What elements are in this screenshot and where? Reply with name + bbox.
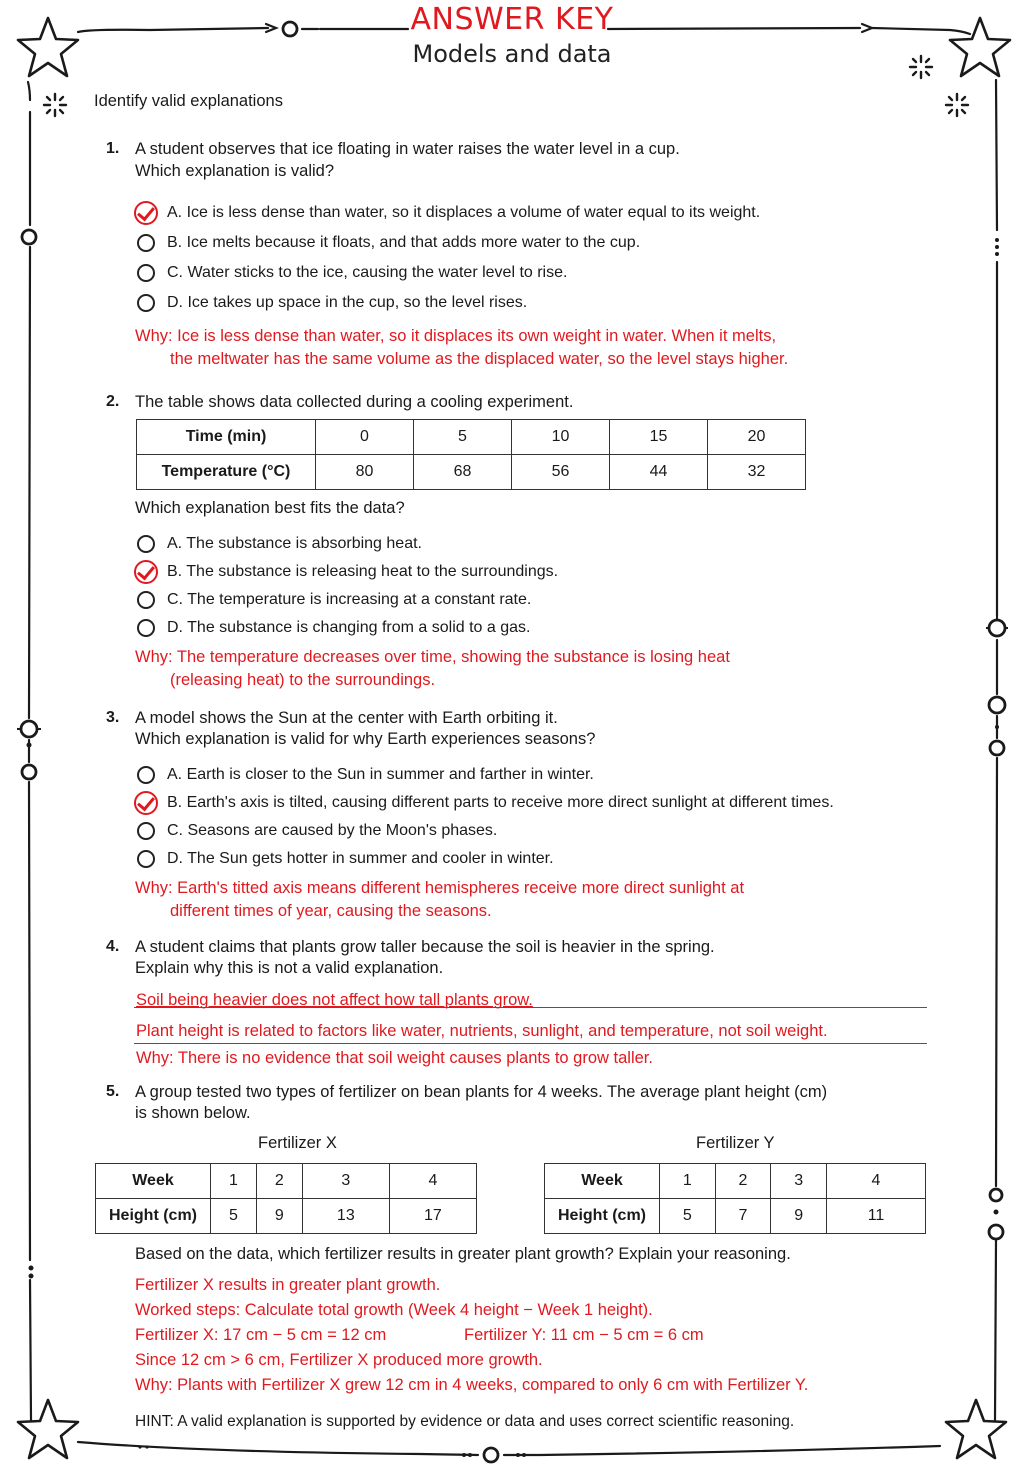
table-row: [137, 420, 806, 455]
table-header-cell: Height (cm): [96, 1199, 211, 1234]
question-text: A student claims that plants grow taller because the soil is heavier in the spring.: [135, 938, 715, 956]
written-answer: Plant height is related to factors like water, nutrients, sunlight, and temperature, not soil weight.: [136, 1022, 828, 1040]
question-text: A model shows the Sun at the center with Earth orbiting it.: [135, 709, 558, 727]
star-icon: [12, 1394, 84, 1466]
table-caption: Fertilizer X: [258, 1134, 337, 1152]
option-label: C. Water sticks to the ice, causing the water level to rise.: [167, 264, 568, 281]
table-cell: 1: [211, 1164, 257, 1199]
option-label: D. The substance is changing from a solid to a gas.: [167, 619, 531, 636]
table-cell: 17: [389, 1199, 476, 1234]
question-text: Explain why this is not a valid explanation.: [135, 959, 444, 977]
page-title: ANSWER KEY: [410, 2, 614, 37]
table-cell: 80: [316, 455, 414, 490]
answer-line: [134, 1043, 927, 1044]
table-header-cell: Height (cm): [545, 1199, 660, 1234]
answer-option[interactable]: [137, 587, 531, 613]
radio-icon[interactable]: [137, 850, 155, 868]
radio-icon[interactable]: [137, 766, 155, 784]
option-label: D. Ice takes up space in the cup, so the level rises.: [167, 294, 528, 311]
table-cell: 44: [610, 455, 708, 490]
fertilizer-y-table: [544, 1163, 926, 1234]
question-number: 3.: [106, 709, 120, 726]
question-text: Which explanation is valid?: [135, 162, 335, 180]
table-row: [545, 1164, 926, 1199]
written-answer: Fertilizer X: 17 cm − 5 cm = 12 cm: [135, 1326, 387, 1344]
instructions: Identify valid explanations: [94, 92, 283, 110]
table-cell: 5: [660, 1199, 716, 1234]
sparkle-icon: [944, 92, 970, 118]
answer-option[interactable]: [137, 260, 567, 286]
option-label: B. Earth's axis is tilted, causing different parts to receive more direct sunlight at different times.: [167, 794, 834, 811]
written-answer: Since 12 cm > 6 cm, Fertilizer X produced more growth.: [135, 1351, 543, 1369]
written-answer: Why: Plants with Fertilizer X grew 12 cm in 4 weeks, compared to only 6 cm with Fertilizer Y.: [135, 1376, 809, 1394]
table-cell: 5: [414, 420, 512, 455]
option-label: A. Earth is closer to the Sun in summer and farther in winter.: [167, 766, 594, 783]
option-label: B. Ice melts because it floats, and that adds more water to the cup.: [167, 234, 641, 251]
explanation: the meltwater has the same volume as the displaced water, so the level stays higher.: [170, 350, 789, 368]
explanation: Why: Ice is less dense than water, so it displaces its own weight in water. When it melts,: [135, 327, 777, 345]
table-caption: Fertilizer Y: [696, 1134, 775, 1152]
answer-option[interactable]: [137, 531, 422, 557]
hint: HINT: A valid explanation is supported by evidence or data and uses correct scientific reasoning.: [135, 1413, 795, 1430]
answer-option[interactable]: [137, 762, 594, 788]
question-text: Based on the data, which fertilizer results in greater plant growth? Explain your reasoning.: [135, 1245, 791, 1263]
table-cell: 3: [302, 1164, 389, 1199]
radio-icon[interactable]: [137, 535, 155, 553]
table-cell: 56: [512, 455, 610, 490]
answer-option[interactable]: [137, 559, 558, 585]
answer-option[interactable]: [137, 846, 554, 872]
table-row: [545, 1199, 926, 1234]
table-cell: 20: [708, 420, 806, 455]
fertilizer-x-table: [95, 1163, 477, 1234]
table-cell: 9: [256, 1199, 302, 1234]
sparkle-icon: [42, 92, 68, 118]
question-number: 5.: [106, 1083, 120, 1100]
answer-option[interactable]: [137, 230, 640, 256]
radio-icon[interactable]: [137, 264, 155, 282]
page-subtitle: Models and data: [412, 40, 612, 68]
radio-icon[interactable]: [137, 619, 155, 637]
table-header-cell: Time (min): [137, 420, 316, 455]
table-cell: 0: [316, 420, 414, 455]
question-text: is shown below.: [135, 1104, 251, 1122]
question-text: Which explanation is valid for why Earth experiences seasons?: [135, 730, 596, 748]
checked-radio-icon[interactable]: [134, 201, 158, 225]
answer-option[interactable]: [137, 615, 530, 641]
question-number: 1.: [106, 140, 120, 157]
radio-icon[interactable]: [137, 822, 155, 840]
radio-icon[interactable]: [137, 234, 155, 252]
written-answer: Why: There is no evidence that soil weight causes plants to grow taller.: [136, 1049, 653, 1067]
table-header-cell: Week: [545, 1164, 660, 1199]
table-header-cell: Week: [96, 1164, 211, 1199]
option-label: B. The substance is releasing heat to the surroundings.: [167, 563, 559, 580]
table-cell: 13: [302, 1199, 389, 1234]
table-header-cell: Temperature (°C): [137, 455, 316, 490]
table-cell: 4: [827, 1164, 926, 1199]
option-label: D. The Sun gets hotter in summer and cooler in winter.: [167, 850, 554, 867]
option-label: A. Ice is less dense than water, so it displaces a volume of water equal to its weight.: [167, 204, 761, 221]
table-row: [96, 1199, 477, 1234]
question-text: Which explanation best fits the data?: [135, 499, 405, 517]
checked-radio-icon[interactable]: [134, 791, 158, 815]
question-text: A student observes that ice floating in water raises the water level in a cup.: [135, 140, 680, 158]
table-cell: 9: [771, 1199, 827, 1234]
table-cell: 3: [771, 1164, 827, 1199]
option-label: A. The substance is absorbing heat.: [167, 535, 422, 552]
table-cell: 10: [512, 420, 610, 455]
answer-option[interactable]: [137, 790, 834, 816]
table-cell: 32: [708, 455, 806, 490]
radio-icon[interactable]: [137, 591, 155, 609]
table-cell: 68: [414, 455, 512, 490]
explanation: Why: The temperature decreases over time, showing the substance is losing heat: [135, 648, 730, 666]
written-answer: Worked steps: Calculate total growth (Week 4 height − Week 1 height).: [135, 1301, 653, 1319]
table-cell: 2: [256, 1164, 302, 1199]
question-text: The table shows data collected during a cooling experiment.: [135, 393, 574, 411]
answer-option[interactable]: [137, 290, 527, 316]
option-label: C. The temperature is increasing at a constant rate.: [167, 591, 532, 608]
table-cell: 4: [389, 1164, 476, 1199]
table-cell: 1: [660, 1164, 716, 1199]
data-table: [136, 419, 806, 490]
option-label: C. Seasons are caused by the Moon's phases.: [167, 822, 498, 839]
question-number: 4.: [106, 938, 120, 955]
star-icon: [940, 1394, 1012, 1466]
answer-option[interactable]: [137, 818, 497, 844]
explanation: (releasing heat) to the surroundings.: [170, 671, 436, 689]
question-text: A group tested two types of fertilizer on bean plants for 4 weeks. The average plant height (cm): [135, 1083, 828, 1101]
written-answer: Fertilizer Y: 11 cm − 5 cm = 6 cm: [464, 1326, 704, 1344]
explanation: different times of year, causing the seasons.: [170, 902, 492, 920]
table-cell: 2: [715, 1164, 771, 1199]
table-cell: 15: [610, 420, 708, 455]
explanation: Why: Earth's titted axis means different hemispheres receive more direct sunlight at: [135, 879, 745, 897]
written-answer: Fertilizer X results in greater plant growth.: [135, 1276, 441, 1294]
answer-option[interactable]: [137, 200, 760, 226]
table-cell: 5: [211, 1199, 257, 1234]
table-cell: 11: [827, 1199, 926, 1234]
checked-radio-icon[interactable]: [134, 560, 158, 584]
table-row: [96, 1164, 477, 1199]
table-cell: 7: [715, 1199, 771, 1234]
radio-icon[interactable]: [137, 294, 155, 312]
question-number: 2.: [106, 393, 120, 410]
table-row: [137, 455, 806, 490]
written-answer: Soil being heavier does not affect how tall plants grow.: [136, 991, 533, 1009]
